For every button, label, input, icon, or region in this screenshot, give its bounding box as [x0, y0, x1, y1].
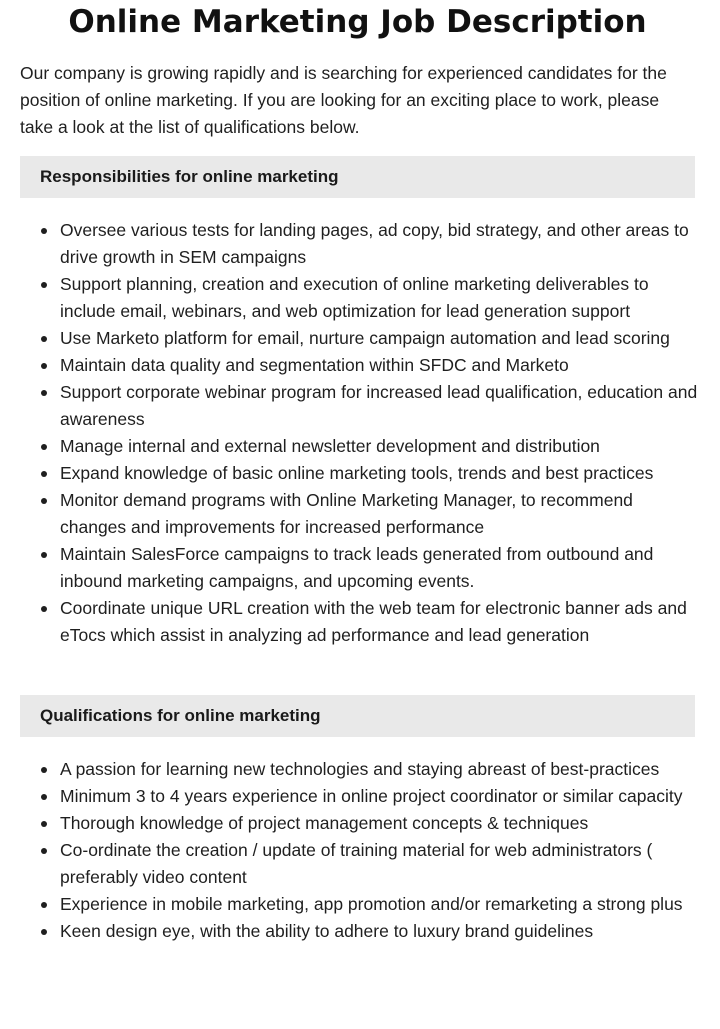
list-item: [40, 783, 700, 810]
list-item-text: Use Marketo platform for email, nurture campaign automation and lead scoring: [60, 328, 670, 348]
list-item: [40, 271, 700, 325]
list-item: [40, 352, 700, 379]
bullet-icon: [41, 498, 47, 504]
bullet-icon: [41, 444, 47, 450]
list-item: [40, 325, 700, 352]
list-item: [40, 460, 700, 487]
bullet-icon: [41, 363, 47, 369]
bullet-icon: [41, 390, 47, 396]
bullet-icon: [41, 606, 47, 612]
list-item: [40, 433, 700, 460]
list-item: [40, 918, 700, 945]
list-item-text: Minimum 3 to 4 years experience in online project coordinator or similar capacity: [60, 786, 683, 806]
list-item-text: Co-ordinate the creation / update of training material for web administrators ( preferably video content: [60, 840, 653, 887]
list-item-text: Experience in mobile marketing, app promotion and/or remarketing a strong plus: [60, 894, 683, 914]
responsibilities-list: [40, 217, 700, 649]
list-item: [40, 379, 700, 433]
list-item-text: Maintain SalesForce campaigns to track leads generated from outbound and inbound marketing campaigns, and upcoming events.: [60, 544, 654, 591]
responsibilities-heading: Responsibilities for online marketing: [20, 156, 695, 198]
bullet-icon: [41, 336, 47, 342]
list-item: [40, 810, 700, 837]
list-item: [40, 487, 700, 541]
qualifications-list: [40, 756, 700, 945]
qualifications-heading: Qualifications for online marketing: [20, 695, 695, 737]
list-item: [40, 541, 700, 595]
list-item-text: Expand knowledge of basic online marketing tools, trends and best practices: [60, 463, 654, 483]
list-item-text: Coordinate unique URL creation with the web team for electronic banner ads and eTocs which assist in analyzing ad performance and lead generation: [60, 598, 687, 645]
list-item-text: Monitor demand programs with Online Marketing Manager, to recommend changes and improvements for increased performance: [60, 490, 633, 537]
list-item: [40, 595, 700, 649]
bullet-icon: [41, 471, 47, 477]
list-item: [40, 837, 700, 891]
list-item: [40, 891, 700, 918]
list-item-text: Support planning, creation and execution of online marketing deliverables to include email, webinars, and web optimization for lead generation support: [60, 274, 649, 321]
list-item-text: Maintain data quality and segmentation within SFDC and Marketo: [60, 355, 569, 375]
list-item-text: Thorough knowledge of project management concepts & techniques: [60, 813, 589, 833]
list-item-text: Manage internal and external newsletter development and distribution: [60, 436, 600, 456]
bullet-icon: [41, 821, 47, 827]
bullet-icon: [41, 552, 47, 558]
bullet-icon: [41, 902, 47, 908]
intro-paragraph: Our company is growing rapidly and is searching for experienced candidates for the position of online marketing. If you are looking for an exciting place to work, please take a look at the list of qualifications below.: [20, 63, 667, 137]
list-item-text: Support corporate webinar program for increased lead qualification, education and awareness: [60, 382, 698, 429]
bullet-icon: [41, 228, 47, 234]
list-item: [40, 756, 700, 783]
list-item-text: A passion for learning new technologies and staying abreast of best-practices: [60, 759, 660, 779]
list-item: [40, 217, 700, 271]
bullet-icon: [41, 767, 47, 773]
bullet-icon: [41, 929, 47, 935]
bullet-icon: [41, 794, 47, 800]
bullet-icon: [41, 282, 47, 288]
page-title: Online Marketing Job Description: [68, 4, 647, 40]
list-item-text: Keen design eye, with the ability to adhere to luxury brand guidelines: [60, 921, 594, 941]
bullet-icon: [41, 848, 47, 854]
list-item-text: Oversee various tests for landing pages, ad copy, bid strategy, and other areas to drive growth in SEM campaigns: [60, 220, 689, 267]
